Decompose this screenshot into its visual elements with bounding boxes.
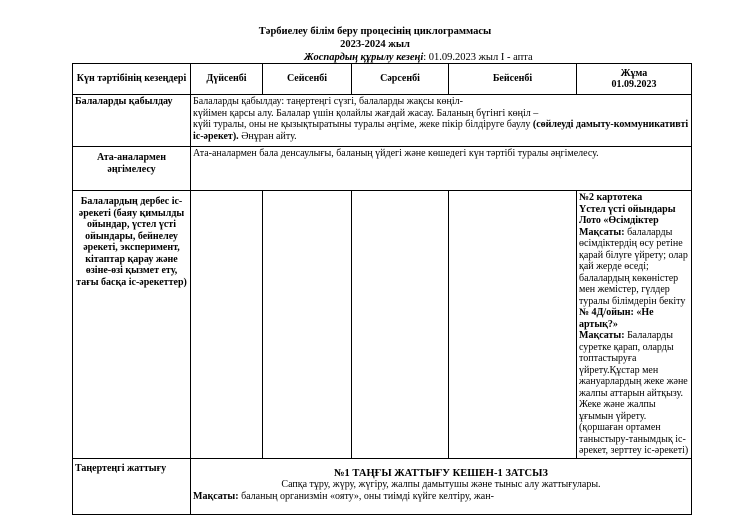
exercise-title: №1 ТАҢҒЫ ЖАТТЫҒУ КЕШЕН-1 ЗАТСЫЗ <box>334 467 548 479</box>
exercise-goal-label: Мақсаты: <box>193 490 239 502</box>
row-label-independent: Балалардың дербес іс-әрекеті (баяу қимылды ойындар, үстел үсті ойындары, бейнелеу әрекеті, эксперимент, кітаптар қарау және өзіне-өзі қызмет ету, тағы басқа іс-әрекеттер) <box>73 191 191 459</box>
cell-monday-independent <box>191 191 263 459</box>
reception-line-3: күйі туралы, оны не қызықтыратыны туралы әңгіме, жеке пікір білдіруге баулу <box>193 119 533 130</box>
table-row <box>73 147 692 191</box>
table-header-row <box>73 64 692 95</box>
card-number: №2 картотека <box>579 192 643 203</box>
row-label-exercise: Таңертеңгі жаттығу <box>73 458 191 514</box>
plan-period-label: Жоспардың құрылу кезеңі <box>304 52 424 63</box>
reception-line-2: күйімен қарсы алу. Балалар үшін қолайлы жағдай жасау. Баланың бүгінгі көңіл – <box>193 107 539 119</box>
column-header-wednesday: Сәрсенбі <box>352 64 449 95</box>
card-goal <box>579 227 689 308</box>
column-header-monday: Дүйсенбі <box>191 64 263 95</box>
document-year: 2023-2024 жыл <box>340 39 410 50</box>
game-2-goal <box>579 330 689 422</box>
cell-tuesday-independent <box>263 191 352 459</box>
card-goal-label: Мақсаты: <box>579 226 625 238</box>
card-title-2: Лото «Өсімдіктер <box>579 215 659 226</box>
cyclogram-table <box>72 63 692 515</box>
row-label-reception: Балаларды қабылдау <box>73 95 191 147</box>
column-header-thursday: Бейсенбі <box>449 64 577 95</box>
cell-thursday-independent <box>449 191 577 459</box>
card-title-1: Үстел үсті ойындары <box>579 203 676 215</box>
game-2-goal-label: Мақсаты: <box>579 330 625 341</box>
reception-content <box>191 95 692 147</box>
plan-period <box>304 52 533 63</box>
document-title: Тәрбиелеу білім беру процесінің циклограммасы <box>258 26 492 37</box>
game-2-goal-text: Балаларды суретке қарап, оларды топтастыруға үйрету.Құстар мен жануарлардың жеке және жалпы аттарын айтқызу. Жеке және жалпы ұғымын үйрету. <box>579 330 688 422</box>
table-row <box>73 458 692 514</box>
exercise-goal-text: баланың организмін «ояту», оны тиімді күйге келтіру, жан- <box>238 490 494 502</box>
exercise-line-1: Сапқа тұру, жүру, жүгіру, жалпы дамытушы және тыныс алу жаттығулары. <box>281 479 601 490</box>
column-header-period: Күн тәртібінің кезеңдері <box>73 64 191 95</box>
reception-tail: Әнұран айту. <box>238 130 297 142</box>
column-header-tuesday: Сейсенбі <box>263 64 352 95</box>
activity-note: (қоршаған ортамен таныстыру-танымдық іс-әрекет, зерттеу іс-әрекеті) <box>579 422 689 456</box>
table-row <box>73 95 692 147</box>
cell-wednesday-independent <box>352 191 449 459</box>
row-label-parents: Ата-аналармен әңгімелесу <box>73 147 191 191</box>
friday-date: 01.09.2023 <box>611 79 657 90</box>
plan-period-value: : 01.09.2023 жыл I - апта <box>423 52 533 63</box>
parents-content: Ата-аналармен бала денсаулығы, баланың үйдегі және көшедегі күн тәртібі туралы әңгімелесу. <box>191 147 692 191</box>
reception-line-1: Балаларды қабылдау: таңертеңгі сүзгі, балаларды жақсы көңіл- <box>193 96 463 107</box>
game-2-title: № 4Д/ойын: «Не артық?» <box>579 307 654 330</box>
card-goal-text: балаларды өсімдіктердің өсу ретіне қарай білуге үйрету; олар қай жерде өседі; балалардың көкөністер мен жемістер, гүлдер туралы білімдерін бекіту <box>579 226 688 307</box>
reception-bold: (сөйлеуді дамыту-коммуникативті іс-әрекет). <box>193 119 689 142</box>
exercise-content <box>191 458 692 514</box>
column-header-friday <box>577 64 692 95</box>
exercise-goal <box>193 491 689 503</box>
friday-label: Жұма <box>620 67 648 79</box>
cell-friday-independent <box>577 191 692 459</box>
table-row <box>73 191 692 459</box>
